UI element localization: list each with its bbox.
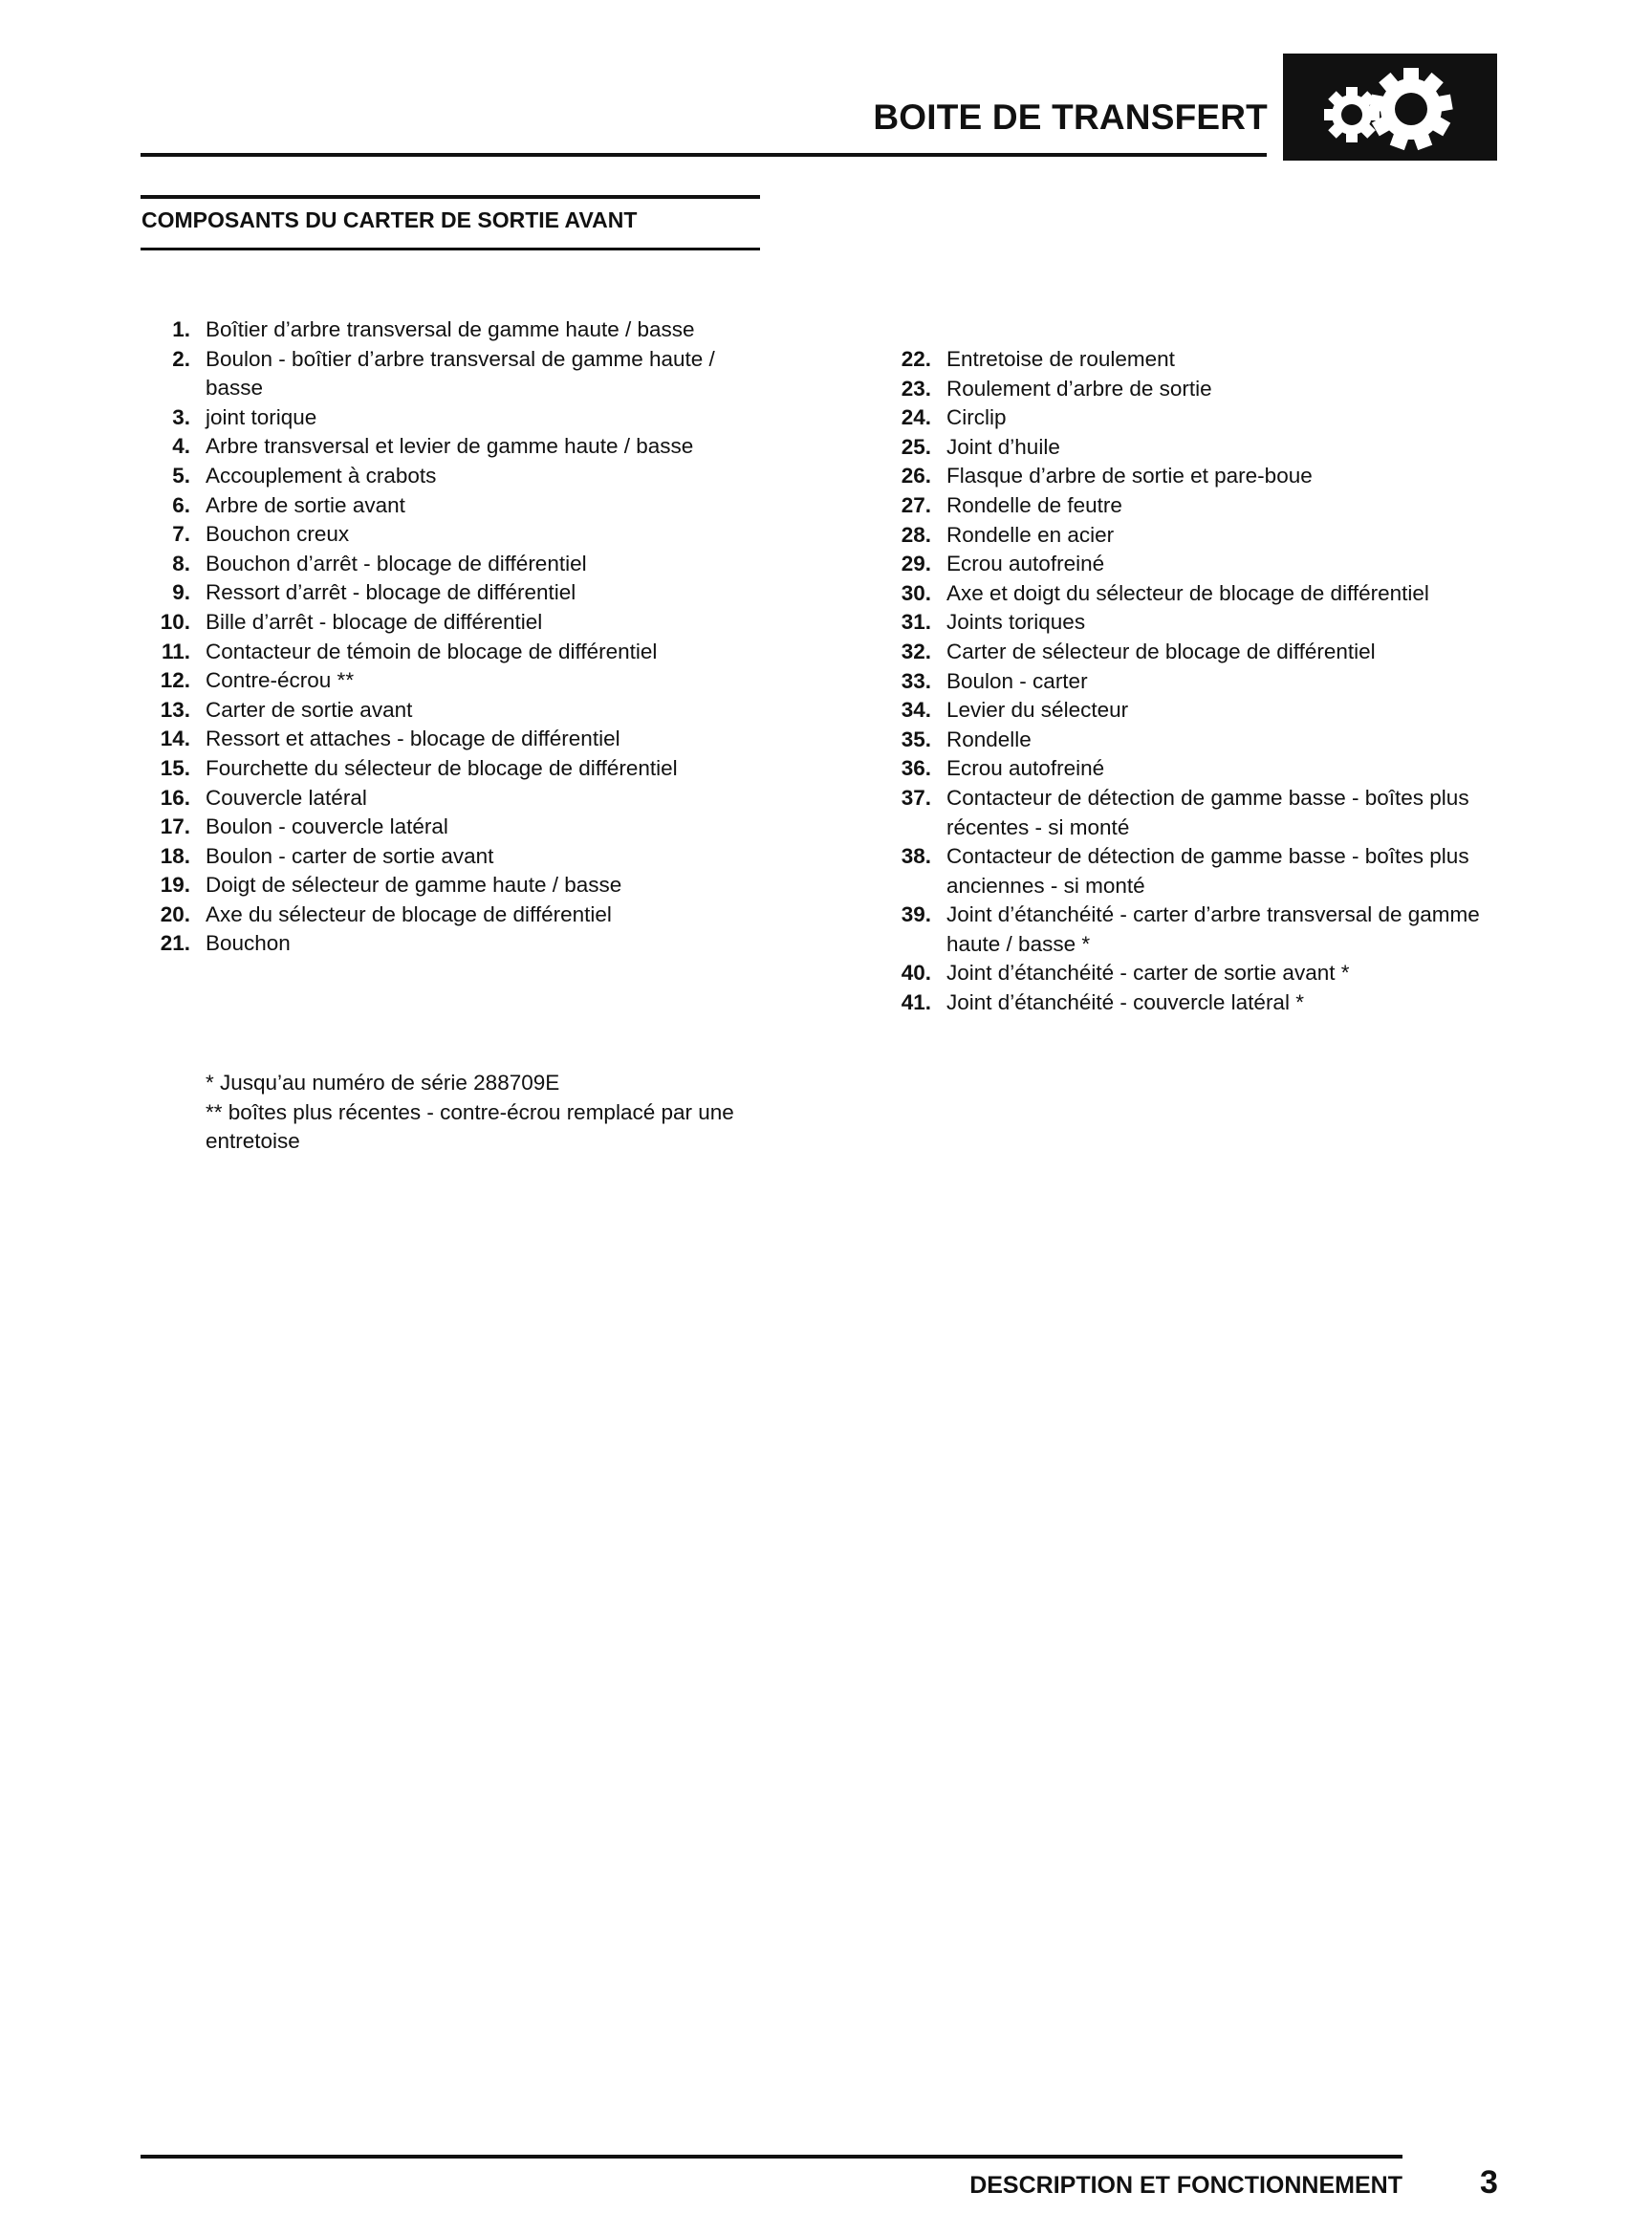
- item-number: 1.: [172, 317, 190, 341]
- item-text: Joint d’étanchéité - carter de sortie avant *: [946, 961, 1350, 986]
- item-number: 3.: [172, 404, 190, 429]
- item-text: Boulon - couvercle latéral: [206, 814, 448, 839]
- list-item: [884, 959, 1515, 988]
- item-text: Levier du sélecteur: [946, 698, 1129, 723]
- item-text: Boulon - carter: [946, 668, 1088, 693]
- item-text: Ressort et attaches - blocage de différentiel: [206, 727, 620, 751]
- footnote-locknut: ** boîtes plus récentes - contre-écrou remplacé par une entretoise: [206, 1099, 734, 1154]
- item-text: Contacteur de témoin de blocage de différentiel: [206, 639, 658, 663]
- item-number: 32.: [901, 639, 931, 663]
- list-item: [143, 550, 774, 579]
- footer-section-label: DESCRIPTION ET FONCTIONNEMENT: [969, 2172, 1402, 2199]
- item-number: 19.: [160, 873, 190, 898]
- item-text: Contacteur de détection de gamme basse - boîtes plus anciennes - si monté: [946, 844, 1469, 898]
- list-item: [143, 432, 774, 462]
- list-item: [884, 579, 1515, 609]
- list-item: [884, 784, 1515, 842]
- item-text: Fourchette du sélecteur de blocage de différentiel: [206, 755, 678, 780]
- item-number: 15.: [160, 755, 190, 780]
- item-number: 23.: [901, 376, 931, 401]
- item-text: Joint d’étanchéité - couvercle latéral *: [946, 990, 1304, 1015]
- list-item: [884, 403, 1515, 433]
- item-number: 12.: [160, 668, 190, 693]
- item-text: Bouchon creux: [206, 522, 350, 547]
- list-item: [884, 667, 1515, 697]
- item-number: 9.: [172, 580, 190, 605]
- item-text: Contre-écrou **: [206, 668, 355, 693]
- item-number: 41.: [901, 990, 931, 1015]
- item-text: Axe du sélecteur de blocage de différentiel: [206, 901, 612, 926]
- item-text: Arbre de sortie avant: [206, 492, 405, 517]
- item-number: 11.: [161, 639, 190, 663]
- item-text: Rondelle en acier: [946, 522, 1115, 547]
- list-item: [143, 345, 774, 403]
- list-item: [143, 929, 774, 959]
- item-text: Doigt de sélecteur de gamme haute / basse: [206, 873, 622, 898]
- item-number: 5.: [172, 463, 190, 488]
- list-item: [143, 608, 774, 638]
- item-text: Couvercle latéral: [206, 785, 367, 810]
- item-text: Boulon - boîtier d’arbre transversal de gamme haute / basse: [206, 346, 715, 401]
- list-item: [143, 754, 774, 784]
- footnote-serial: * Jusqu’au numéro de série 288709E: [206, 1071, 560, 1095]
- item-text: Bouchon: [206, 931, 291, 956]
- list-item: [143, 578, 774, 608]
- header-rule: [141, 153, 1267, 157]
- list-item: [884, 491, 1515, 521]
- item-number: 18.: [160, 843, 190, 868]
- item-number: 16.: [160, 785, 190, 810]
- list-item: [143, 696, 774, 726]
- list-item: [143, 491, 774, 521]
- list-item: [143, 725, 774, 754]
- item-number: 25.: [901, 434, 931, 459]
- item-text: Rondelle: [946, 727, 1032, 751]
- list-item: [884, 462, 1515, 491]
- item-text: Ecrou autofreiné: [946, 552, 1105, 576]
- item-number: 27.: [901, 492, 931, 517]
- list-item: [143, 666, 774, 696]
- item-number: 36.: [901, 756, 931, 781]
- list-item: [143, 842, 774, 872]
- item-number: 30.: [901, 580, 931, 605]
- item-number: 24.: [901, 405, 931, 430]
- list-item: [884, 696, 1515, 726]
- footer-rule: [141, 2155, 1402, 2159]
- item-number: 39.: [901, 902, 931, 927]
- item-number: 22.: [901, 347, 931, 371]
- item-number: 34.: [901, 698, 931, 723]
- item-number: 17.: [160, 814, 190, 839]
- item-text: Rondelle de feutre: [946, 492, 1122, 517]
- footnotes: [206, 1069, 770, 1157]
- list-item: [143, 403, 774, 433]
- list-item: [884, 638, 1515, 667]
- item-number: 31.: [901, 610, 931, 635]
- item-text: Joints toriques: [946, 610, 1086, 635]
- section-rule-top: [141, 195, 760, 199]
- item-number: 10.: [160, 609, 190, 634]
- list-item: [884, 550, 1515, 579]
- list-item: [884, 901, 1515, 959]
- item-text: Entretoise de roulement: [946, 347, 1175, 371]
- item-number: 13.: [160, 697, 190, 722]
- item-text: Accouplement à crabots: [206, 463, 437, 488]
- list-item: [143, 315, 774, 345]
- item-number: 2.: [172, 346, 190, 371]
- list-item: [884, 521, 1515, 551]
- item-number: 14.: [160, 727, 190, 751]
- item-text: Boulon - carter de sortie avant: [206, 843, 494, 868]
- list-item: [143, 520, 774, 550]
- item-number: 40.: [901, 961, 931, 986]
- list-item: [143, 901, 774, 930]
- gears-icon: [1283, 54, 1497, 161]
- item-number: 28.: [901, 522, 931, 547]
- list-item: [143, 638, 774, 667]
- list-item: [884, 988, 1515, 1018]
- item-text: Arbre transversal et levier de gamme haute / basse: [206, 434, 694, 459]
- item-text: Flasque d’arbre de sortie et pare-boue: [946, 464, 1313, 488]
- section-rule-bottom: [141, 248, 760, 250]
- list-item: [143, 462, 774, 491]
- item-number: 21.: [160, 931, 190, 956]
- list-item: [884, 345, 1515, 375]
- item-text: Boîtier d’arbre transversal de gamme haute / basse: [206, 317, 695, 341]
- item-number: 8.: [172, 551, 190, 575]
- section-badge: [1283, 54, 1497, 161]
- list-item: [143, 813, 774, 842]
- item-number: 4.: [172, 434, 190, 459]
- list-item: [884, 726, 1515, 755]
- item-number: 38.: [901, 844, 931, 869]
- item-text: Carter de sortie avant: [206, 697, 413, 722]
- list-item: [884, 608, 1515, 638]
- list-item: [884, 754, 1515, 784]
- list-item: [884, 842, 1515, 901]
- list-item: [143, 784, 774, 814]
- section-heading: COMPOSANTS DU CARTER DE SORTIE AVANT: [141, 207, 638, 232]
- item-text: joint torique: [206, 404, 317, 429]
- item-text: Axe et doigt du sélecteur de blocage de différentiel: [946, 580, 1429, 605]
- item-text: Bouchon d’arrêt - blocage de différentiel: [206, 551, 587, 575]
- page-number: 3: [1480, 2164, 1498, 2201]
- item-number: 7.: [172, 522, 190, 547]
- component-list-right: [884, 345, 1515, 1018]
- item-number: 35.: [901, 727, 931, 751]
- item-text: Carter de sélecteur de blocage de différentiel: [946, 639, 1376, 663]
- item-number: 26.: [901, 464, 931, 488]
- list-item: [143, 871, 774, 901]
- item-text: Joint d’huile: [946, 434, 1060, 459]
- page-title: BOITE DE TRANSFERT: [873, 98, 1268, 137]
- component-list-left: [143, 315, 774, 959]
- item-text: Circlip: [946, 405, 1007, 430]
- list-item: [884, 375, 1515, 404]
- item-number: 20.: [160, 901, 190, 926]
- item-text: Joint d’étanchéité - carter d’arbre transversal de gamme haute / basse *: [946, 902, 1480, 956]
- item-number: 37.: [901, 785, 931, 810]
- item-number: 6.: [172, 492, 190, 517]
- item-text: Bille d’arrêt - blocage de différentiel: [206, 609, 543, 634]
- list-item: [884, 433, 1515, 463]
- item-number: 33.: [901, 668, 931, 693]
- item-text: Ressort d’arrêt - blocage de différentiel: [206, 580, 576, 605]
- item-text: Ecrou autofreiné: [946, 756, 1105, 781]
- item-text: Contacteur de détection de gamme basse - boîtes plus récentes - si monté: [946, 785, 1469, 839]
- item-text: Roulement d’arbre de sortie: [946, 376, 1212, 401]
- item-number: 29.: [901, 552, 931, 576]
